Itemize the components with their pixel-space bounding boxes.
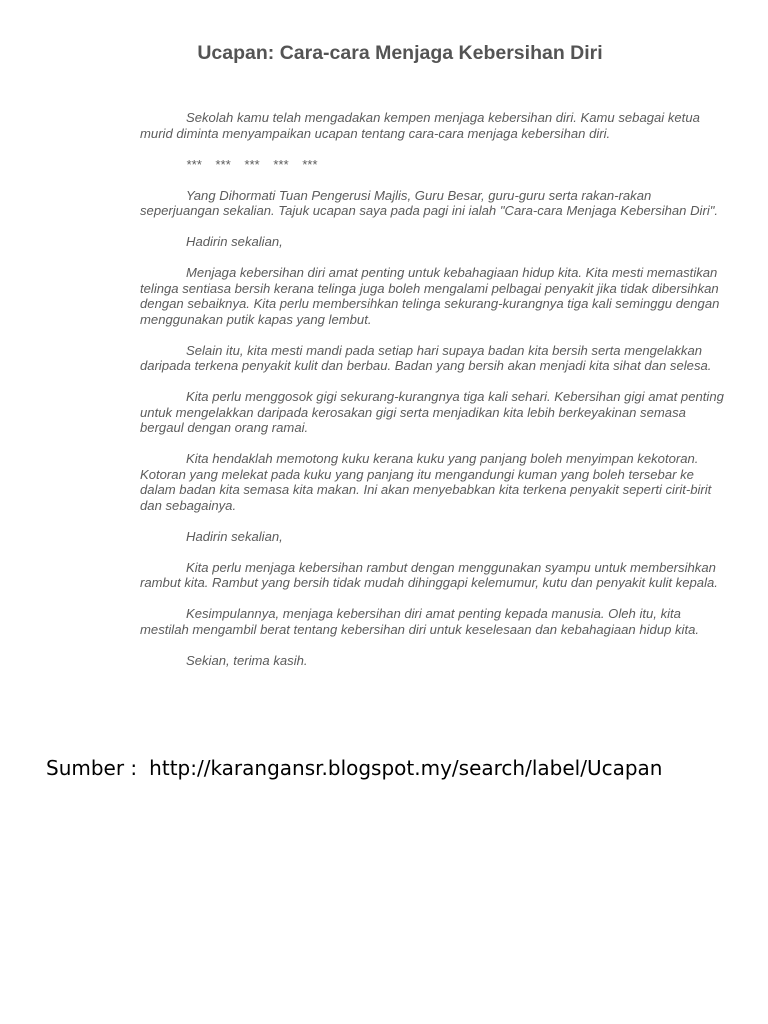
source-citation (46, 756, 662, 780)
paragraph-bathing: Selain itu, kita mesti mandi pada setiap hari supaya badan kita bersih serta mengelakkan daripada terkena penyakit kulit dan berbau. Badan yang bersih akan menjadi kita sihat dan selesa. (140, 342, 712, 373)
document-body (140, 110, 730, 684)
source-label: Sumber : (46, 756, 138, 780)
paragraph-conclusion: Kesimpulannya, menjaga kebersihan diri amat penting kepada manusia. Oleh itu, kita mestilah mengambil berat tentang kebersihan diri untuk keselesaan dan kebahagiaan hidup kita. (140, 606, 700, 637)
paragraph-audience-2: Hadirin sekalian, (186, 528, 283, 544)
paragraph-nails: Kita hendaklah memotong kuku kerana kuku yang panjang boleh menyimpan kekotoran. Kotoran yang melekat pada kuku yang panjang itu mengandungi kuman yang boleh tersebar ke dalam badan kita semasa kita makan. Ini akan menyebabkan kita terkena penyakit seperti cirit-birit dan sebagainya. (140, 451, 712, 513)
paragraph-hair: Kita perlu menjaga kebersihan rambut dengan menggunakan syampu untuk membersihkan rambut kita. Rambut yang bersih tidak mudah dihinggapi kelemumur, kutu dan penyakit kulit kepala. (140, 559, 718, 590)
document-title: Ucapan: Cara-cara Menjaga Kebersihan Diri (197, 42, 603, 64)
separator-stars: *** *** *** *** *** (186, 156, 317, 172)
paragraph-audience-1: Hadirin sekalian, (186, 234, 283, 249)
source-url: http://karangansr.blogspot.my/search/label/Ucapan (149, 756, 663, 780)
paragraph-teeth: Kita perlu menggosok gigi sekurang-kurangnya tiga kali sehari. Kebersihan gigi amat penting untuk mengelakkan daripada kerosakan gigi serta menjadikan kita lebih berkeyakinan semasa bergaul dengan orang ramai. (140, 389, 724, 435)
paragraph-ears: Menjaga kebersihan diri amat penting untuk kebahagiaan hidup kita. Kita mesti memastikan telinga sentiasa bersih kerana telinga juga boleh mengalami pelbagai penyakit jika tidak dibersihkan dengan sebaiknya. Kita perlu membersihkan telinga sekurang-kurangnya tiga kali seminggu dengan menggunakan putik kapas yang lembut. (140, 265, 720, 327)
paragraph-intro: Sekolah kamu telah mengadakan kempen menjaga kebersihan diri. Kamu sebagai ketua murid diminta menyampaikan ucapan tentang cara-cara menjaga kebersihan diri. (140, 110, 700, 141)
paragraph-greeting: Yang Dihormati Tuan Pengerusi Majlis, Guru Besar, guru-guru serta rakan-rakan seperjuangan sekalian. Tajuk ucapan saya pada pagi ini ialah "Cara-cara Menjaga Kebersihan Diri". (140, 187, 719, 218)
paragraph-closing: Sekian, terima kasih. (186, 652, 308, 668)
